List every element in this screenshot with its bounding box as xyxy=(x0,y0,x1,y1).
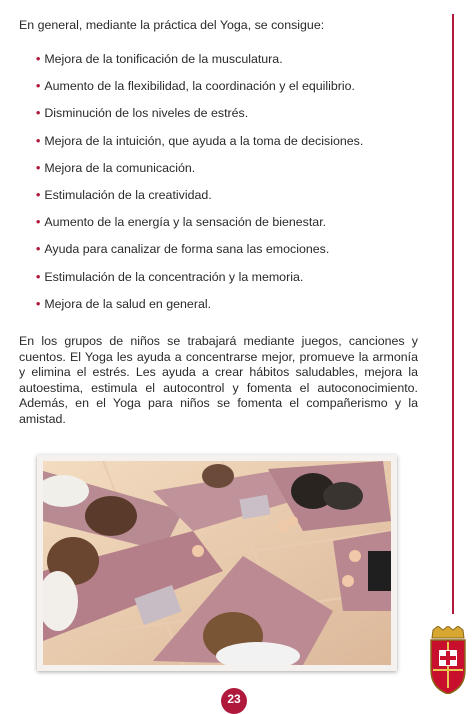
list-item-text: Mejora de la intuición, que ayuda a la toma de decisiones. xyxy=(44,133,364,148)
bullet-dot-icon: • xyxy=(36,215,41,230)
list-item-text: Aumento de la flexibilidad, la coordinación y el equilibrio. xyxy=(44,79,355,94)
list-item-text: Mejora de la comunicación. xyxy=(44,160,196,175)
yoga-photo xyxy=(37,455,397,671)
list-item xyxy=(36,214,436,230)
list-item-text: Estimulación de la creatividad. xyxy=(44,187,212,202)
list-item xyxy=(36,105,436,121)
bullet-dot-icon: • xyxy=(36,187,41,202)
list-item xyxy=(36,51,436,67)
list-item xyxy=(36,160,436,176)
margin-rule xyxy=(452,14,454,614)
bullet-dot-icon: • xyxy=(36,269,41,284)
list-item xyxy=(36,78,436,94)
intro-text: En general, mediante la práctica del Yoga, se consigue: xyxy=(19,18,325,32)
list-item xyxy=(36,296,436,312)
list-item-text: Mejora de la salud en general. xyxy=(44,296,212,311)
list-item-text: Disminución de los niveles de estrés. xyxy=(44,106,249,121)
bullet-dot-icon: • xyxy=(36,242,41,257)
bullet-dot-icon: • xyxy=(36,106,41,121)
list-item xyxy=(36,241,436,257)
bullet-dot-icon: • xyxy=(36,133,41,148)
list-item xyxy=(36,133,436,149)
list-item-text: Ayuda para canalizar de forma sana las emociones. xyxy=(44,242,330,257)
benefits-list xyxy=(36,51,436,323)
children-paragraph: En los grupos de niños se trabajará mediante juegos, canciones y cuentos. El Yoga les ayuda a concentrarse mejor, promueve la armonía y elimina el estrés. Les ayuda a crear hábitos saludables, mejora la autoestima, estimula el autocontrol y fomenta el autoconocimiento. Además, en el Yoga para niños se fomenta el compañerismo y la amistad. xyxy=(19,334,418,426)
list-item xyxy=(36,269,436,285)
yoga-photo-illustration xyxy=(43,461,391,665)
page-number: 23 xyxy=(221,688,247,714)
bullet-dot-icon: • xyxy=(36,52,41,66)
list-item-text: Mejora de la tonificación de la musculatura. xyxy=(44,52,283,66)
list-item xyxy=(36,187,436,203)
bullet-dot-icon: • xyxy=(36,160,41,175)
coat-of-arms-icon xyxy=(428,626,468,694)
list-item-text: Estimulación de la concentración y la memoria. xyxy=(44,269,304,284)
bullet-dot-icon: • xyxy=(36,79,41,94)
list-item-text: Aumento de la energía y la sensación de bienestar. xyxy=(44,215,327,230)
bullet-dot-icon: • xyxy=(36,296,41,311)
